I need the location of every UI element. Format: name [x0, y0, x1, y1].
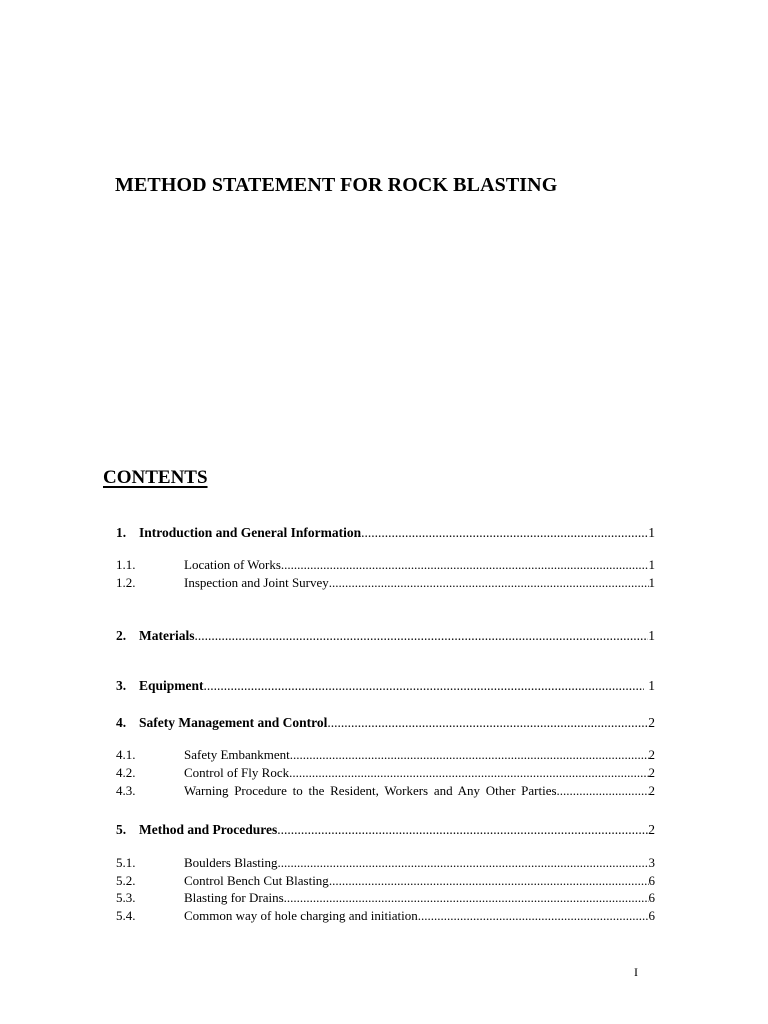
toc-dot-leader — [194, 627, 648, 645]
toc-entry-title: Safety Management and Control — [139, 715, 328, 730]
toc-dot-leader — [204, 677, 645, 695]
toc-entry-number: 4.1. — [116, 747, 136, 762]
toc-dot-leader — [290, 746, 649, 764]
toc-entry-5[interactable] — [116, 821, 655, 839]
toc-entry-title: Control Bench Cut Blasting — [184, 873, 329, 888]
toc-entry-page: 3 — [648, 855, 655, 870]
toc-entry-page: 2 — [648, 783, 655, 798]
toc-entry-3[interactable] — [116, 677, 655, 695]
toc-entry-number: 1. — [116, 525, 127, 540]
toc-entry-page: 1 — [648, 557, 655, 572]
toc-dot-leader — [418, 907, 649, 925]
toc-dot-leader — [284, 889, 649, 907]
toc-entry-title: Introduction and General Information — [139, 525, 362, 540]
toc-entry-page: 2 — [648, 747, 655, 762]
toc-entry-number: 4. — [116, 715, 127, 730]
toc-entry-title: Equipment — [139, 678, 204, 693]
toc-entry-number: 4.2. — [116, 765, 136, 780]
toc-entry-title: Method and Procedures — [139, 822, 278, 837]
toc-entry-title: Materials — [139, 628, 195, 643]
toc-dot-leader — [289, 764, 648, 782]
toc-entry-page: 1 — [648, 678, 655, 693]
toc-entry-page: 1 — [648, 628, 655, 643]
toc-entry-number: 5.3. — [116, 890, 136, 905]
toc-dot-leader — [281, 556, 649, 574]
page-number: I — [634, 965, 638, 979]
toc-entry-title: Control of Fly Rock — [184, 765, 290, 780]
toc-dot-leader — [277, 821, 648, 839]
toc-entry-4[interactable] — [116, 714, 655, 732]
toc-dot-leader — [329, 574, 649, 592]
toc-entry-title: Common way of hole charging and initiation — [184, 908, 418, 923]
toc-entry-page: 1 — [648, 525, 655, 540]
toc-entry-4-1[interactable] — [116, 746, 655, 764]
toc-dot-leader — [329, 872, 649, 890]
toc-entry-5-2[interactable] — [116, 872, 655, 890]
toc-entry-number: 5.1. — [116, 855, 136, 870]
toc-dot-leader — [327, 714, 648, 732]
toc-entry-1[interactable] — [116, 524, 655, 542]
toc-entry-number: 3. — [116, 678, 127, 693]
toc-entry-1-1[interactable] — [116, 556, 655, 574]
toc-entry-title: Blasting for Drains — [184, 890, 284, 905]
toc-entry-1-2[interactable] — [116, 574, 655, 592]
toc-entry-page: 6 — [648, 908, 655, 923]
toc-entry-number: 2. — [116, 628, 127, 643]
toc-entry-title: Inspection and Joint Survey — [184, 575, 329, 590]
toc-entry-number: 5.4. — [116, 908, 136, 923]
toc-entry-5-1[interactable] — [116, 854, 655, 872]
toc-entry-title: Boulders Blasting — [184, 855, 278, 870]
toc-entry-page: 2 — [648, 765, 655, 780]
toc-entry-number: 4.3. — [116, 783, 136, 798]
toc-dot-leader — [278, 854, 649, 872]
toc-entry-title: Location of Works — [184, 557, 281, 572]
toc-entry-number: 1.2. — [116, 575, 136, 590]
toc-entry-page: 6 — [648, 873, 655, 888]
toc-entry-page: 6 — [648, 890, 655, 905]
toc-entry-page: 2 — [648, 715, 655, 730]
toc-dot-leader — [361, 524, 648, 542]
document-title: METHOD STATEMENT FOR ROCK BLASTING — [115, 174, 558, 196]
toc-dot-leader — [557, 782, 649, 800]
toc-entry-number: 1.1. — [116, 557, 136, 572]
toc-entry-2[interactable] — [116, 627, 655, 645]
toc-entry-5-3[interactable] — [116, 889, 655, 907]
toc-entry-title: Safety Embankment — [184, 747, 290, 762]
toc-entry-5-4[interactable] — [116, 907, 655, 925]
toc-entry-title: Warning Procedure to the Resident, Workers and Any Other Parties — [184, 783, 557, 798]
toc-entry-number: 5.2. — [116, 873, 136, 888]
toc-entry-page: 1 — [648, 575, 655, 590]
toc-entry-4-3[interactable] — [116, 782, 655, 800]
toc-entry-page: 2 — [648, 822, 655, 837]
contents-heading: CONTENTS — [103, 467, 208, 488]
toc-entry-number: 5. — [116, 822, 127, 837]
toc-entry-4-2[interactable] — [116, 764, 655, 782]
